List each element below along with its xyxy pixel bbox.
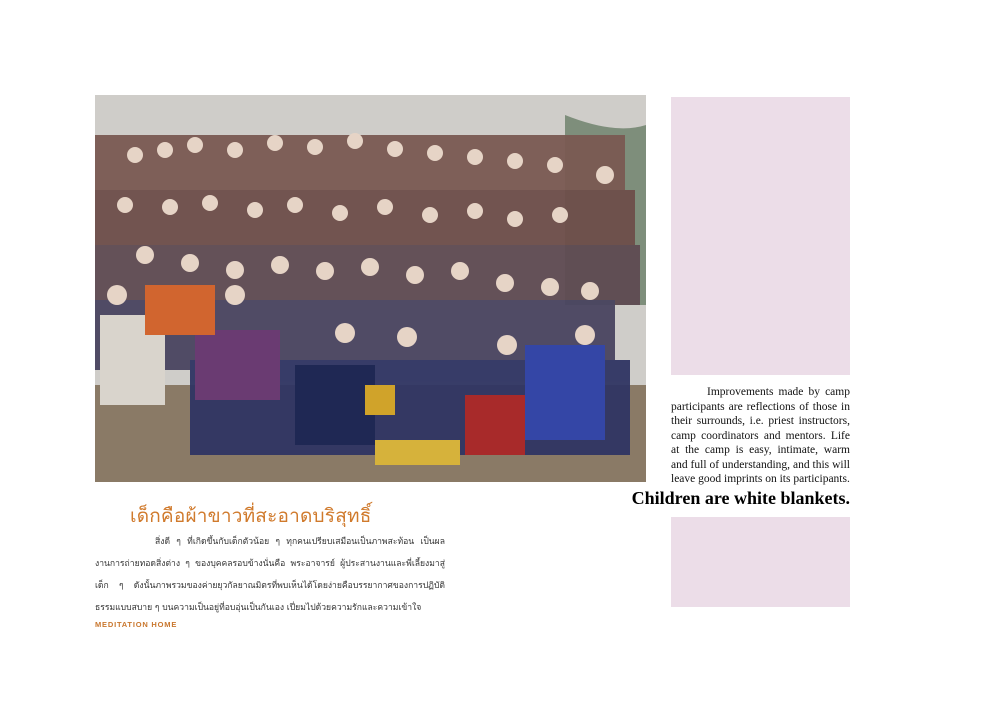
group-photo-illustration	[95, 95, 646, 482]
group-photo	[95, 95, 646, 482]
english-body-text: Improvements made by camp participants are reflections of those in their surrounds, i.e. priest instructors, camp coordinators and mentors. Life at the camp is easy, intimate, warm and full of understanding, and this will leave good imprints on its participants.	[671, 386, 850, 485]
footer-label: MEDITATION HOME	[95, 620, 178, 629]
thai-body-text: สิ่งดี ๆ ที่เกิดขึ้นกับเด็กตัวน้อย ๆ ทุกคนเปรียบเสมือนเป็นภาพสะท้อน เป็นผลงานการถ่ายทอดสิ่งต่าง ๆ ของบุคคลรอบข้างนั่นคือ พระอาจารย์ ผู้ประสานงานและพี่เลี้ยงมาสู่เด็ก ๆ ดังนั้นภาพรวมของค่ายยุวกัลยาณมิตรที่พบเห็นได้โดยง่ายคือบรรยากาศของการปฏิบัติธรรมแบบสบาย ๆ บนความเป็นอยู่ที่อบอุ่นเป็นกันเอง เปี่ยมไปด้วยความรักและความเข้าใจ	[95, 537, 445, 613]
english-title: Children are white blankets.	[631, 488, 850, 508]
thai-title: เด็กคือผ้าขาวที่สะอาดบริสุทธิ์	[130, 505, 372, 527]
pink-panel-bottom	[671, 517, 850, 607]
pink-panel-top	[671, 97, 850, 375]
